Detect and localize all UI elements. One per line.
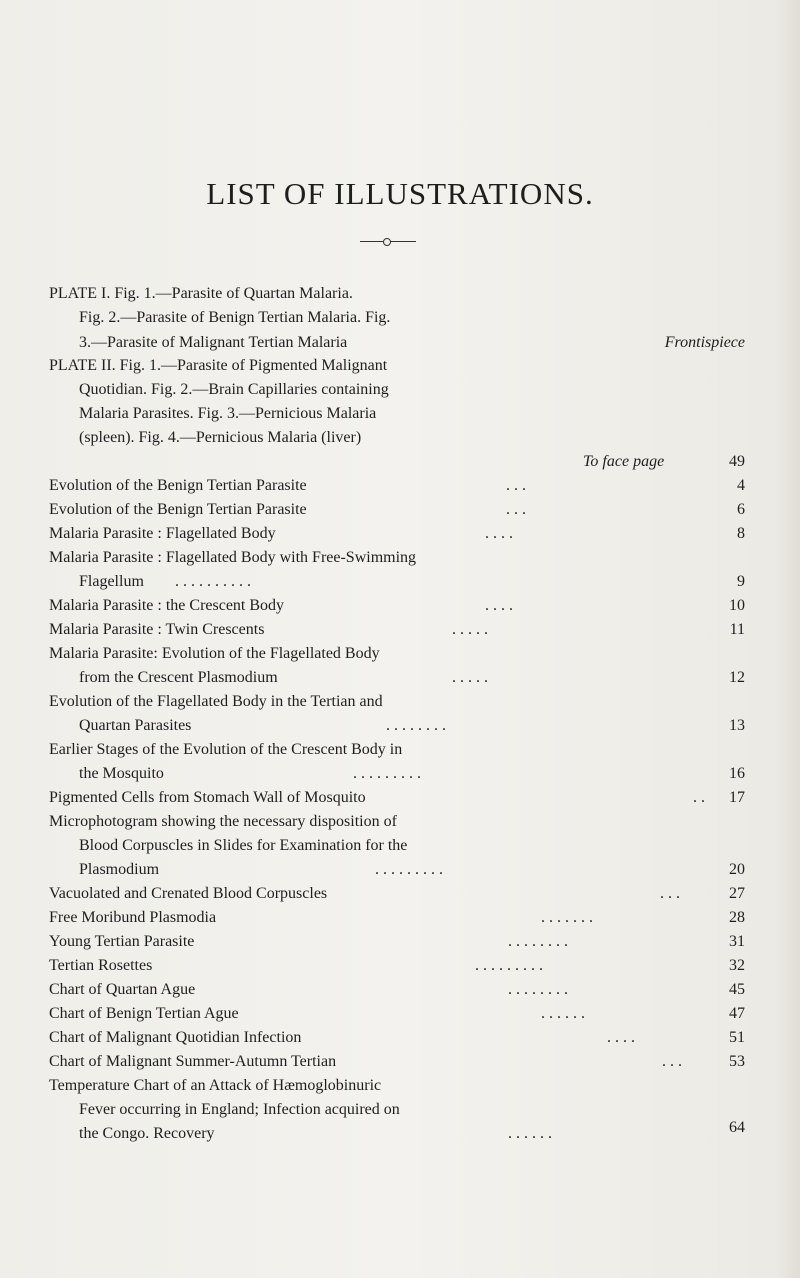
list-item-page: 32	[729, 957, 745, 974]
list-item-text: Malaria Parasite : the Crescent Body	[49, 597, 285, 614]
leader-dots: . . . .	[485, 597, 513, 614]
list-item-page: 9	[737, 573, 745, 590]
leader-dots: . . . .	[607, 1029, 635, 1046]
list-item-cont: from the Crescent Plasmodium	[79, 669, 278, 686]
leader-dots: . . . . . .	[541, 1005, 585, 1022]
leader-dots: . . . . . . . . .	[375, 861, 443, 878]
leader-dots: . . . . . . . .	[508, 933, 568, 950]
leader-dots: . .	[693, 789, 705, 806]
leader-dots: . . . . . . . . . .	[175, 573, 251, 590]
list-item-cont2: the Congo. Recovery	[79, 1125, 215, 1142]
list-item-page: 20	[729, 861, 745, 878]
plate2-line1: PLATE II. Fig. 1.—Parasite of Pigmented Malignant	[49, 357, 388, 374]
list-item-text: Vacuolated and Crenated Blood Corpuscles	[49, 885, 328, 902]
list-item-page: 16	[729, 765, 745, 782]
leader-dots: . . . . . .	[508, 1125, 552, 1142]
leader-dots: . . . . . . . . .	[353, 765, 421, 782]
plate1-line2: Fig. 2.—Parasite of Benign Tertian Malaria. Fig.	[79, 309, 391, 326]
leader-dots: . . . . . . . .	[508, 981, 568, 998]
list-item-page: 28	[729, 909, 745, 926]
list-item-text: Chart of Benign Tertian Ague	[49, 1005, 239, 1022]
list-item-page: 47	[729, 1005, 745, 1022]
leader-dots: . . . . .	[452, 621, 488, 638]
list-item-page: 10	[729, 597, 745, 614]
plate2-line2: Quotidian. Fig. 2.—Brain Capillaries containing	[79, 381, 389, 398]
list-item-page: 53	[729, 1053, 745, 1070]
list-item-cont: Flagellum	[79, 573, 144, 590]
list-item-cont: Fever occurring in England; Infection acquired on	[79, 1101, 400, 1118]
leader-dots: . . . . . . . . .	[475, 957, 543, 974]
leader-dots: . . . . .	[452, 669, 488, 686]
list-item-page: 4	[737, 477, 745, 494]
leader-dots: . . . .	[485, 525, 513, 542]
list-item-page: 11	[729, 621, 745, 638]
list-item-text: Chart of Quartan Ague	[49, 981, 196, 998]
list-item-page: 64	[729, 1119, 745, 1136]
plate1-line3: 3.—Parasite of Malignant Tertian Malaria	[79, 334, 348, 351]
list-item-text: Earlier Stages of the Evolution of the Crescent Body in	[49, 741, 403, 758]
list-item-text: Temperature Chart of an Attack of Hæmoglobinuric	[49, 1077, 382, 1094]
list-item-text: Pigmented Cells from Stomach Wall of Mosquito	[49, 789, 366, 806]
leader-dots: . . .	[662, 1053, 682, 1070]
list-item-page: 31	[729, 933, 745, 950]
plate2-line4: (spleen). Fig. 4.—Pernicious Malaria (liver)	[79, 429, 362, 446]
leader-dots: . . .	[660, 885, 680, 902]
list-item-text: Evolution of the Benign Tertian Parasite	[49, 501, 307, 518]
list-item-text: Chart of Malignant Summer-Autumn Tertian	[49, 1053, 337, 1070]
list-item-text: Malaria Parasite : Twin Crescents	[49, 621, 265, 638]
list-item-page: 51	[729, 1029, 745, 1046]
list-item-text: Young Tertian Parasite	[49, 933, 195, 950]
list-item-text: Evolution of the Flagellated Body in the Tertian and	[49, 693, 383, 710]
list-item-page: 45	[729, 981, 745, 998]
list-item-text: Microphotogram showing the necessary disposition of	[49, 813, 397, 830]
list-item-text: Malaria Parasite : Flagellated Body	[49, 525, 276, 542]
list-item-text: Chart of Malignant Quotidian Infection	[49, 1029, 302, 1046]
list-item-text: Free Moribund Plasmodia	[49, 909, 217, 926]
list-item-text: Tertian Rosettes	[49, 957, 153, 974]
list-item-cont: Blood Corpuscles in Slides for Examination for the	[79, 837, 408, 854]
list-item-text: Malaria Parasite: Evolution of the Flagellated Body	[49, 645, 380, 662]
list-item-page: 13	[729, 717, 745, 734]
list-item-page: 8	[737, 525, 745, 542]
plate1-page: Frontispiece	[664, 334, 745, 351]
list-item-page: 6	[737, 501, 745, 518]
page-title: LIST OF ILLUSTRATIONS.	[206, 176, 594, 211]
leader-dots: . . .	[506, 477, 526, 494]
list-item-cont2: Plasmodium	[79, 861, 160, 878]
list-item-cont: Quartan Parasites	[79, 717, 192, 734]
leader-dots: . . .	[506, 501, 526, 518]
list-item-text: Evolution of the Benign Tertian Parasite	[49, 477, 307, 494]
list-item-text: Malaria Parasite : Flagellated Body with Free-Swimming	[49, 549, 417, 566]
leader-dots: . . . . . . . .	[386, 717, 446, 734]
leader-dots: . . . . . . .	[541, 909, 593, 926]
plate2-line3: Malaria Parasites. Fig. 3.—Pernicious Malaria	[79, 405, 377, 422]
plate2-page-label: To face page	[583, 453, 665, 470]
list-item-page: 12	[729, 669, 745, 686]
list-item-page: 17	[729, 789, 745, 806]
plate1-line1: PLATE I. Fig. 1.—Parasite of Quartan Malaria.	[49, 285, 353, 302]
plate2-page: 49	[729, 453, 745, 470]
list-item-page: 27	[729, 885, 745, 902]
list-item-cont: the Mosquito	[79, 765, 164, 782]
